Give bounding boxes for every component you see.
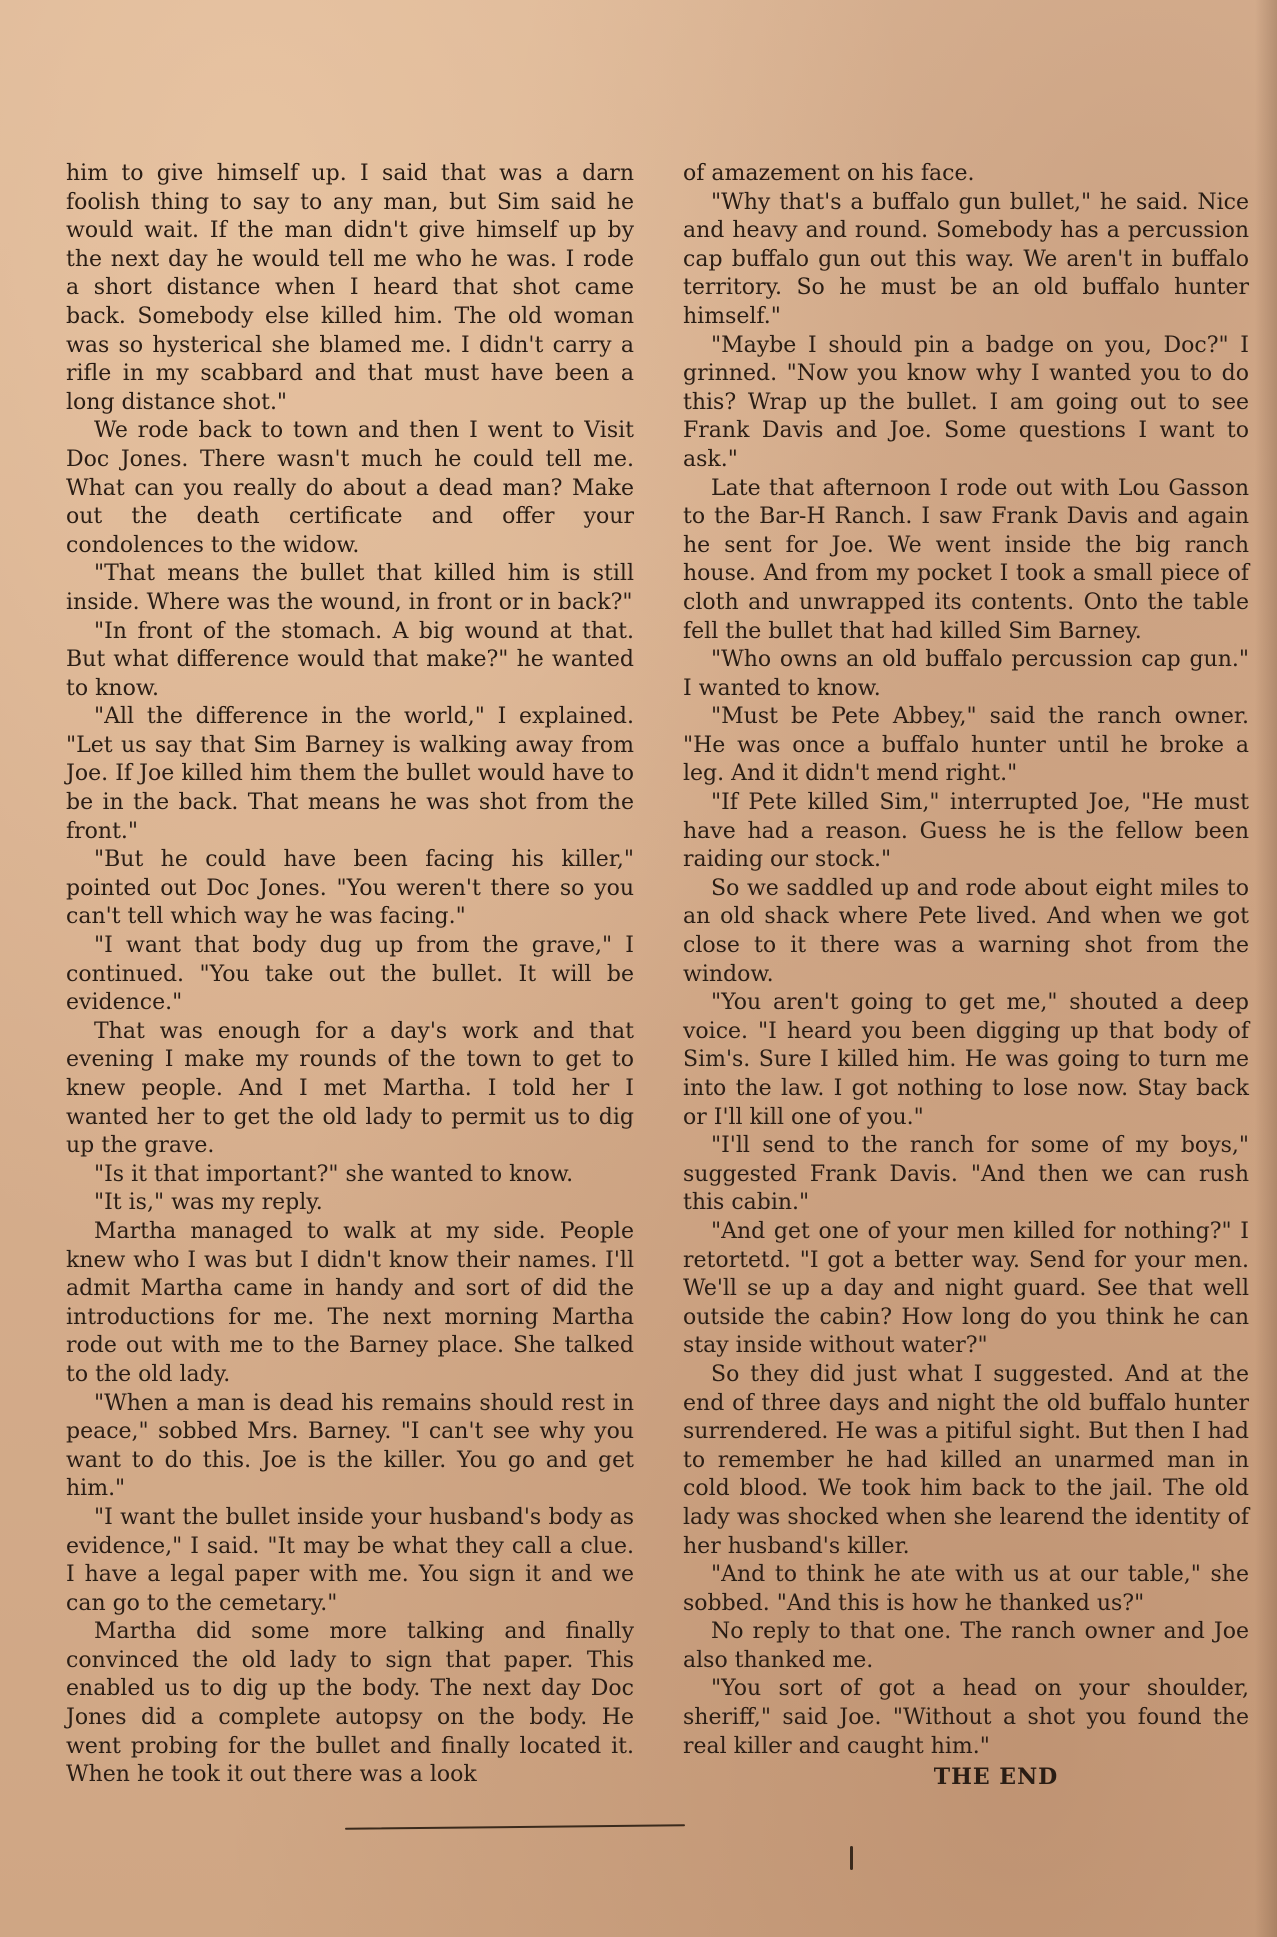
paragraph: "I'll send to the ranch for some of my boys," suggested Frank Davis. "And then we can rush this cabin." [683,1133,1249,1216]
paragraph: That was enough for a day's work and that evening I make my rounds of the town to get to knew people. And I met Martha. I told her I wanted her to get the old lady to permit us to dig up the grave. [66,1018,634,1159]
paragraph: "I want that body dug up from the grave," I continued. "You take out the bullet. It will be evidence." [66,933,634,1016]
paragraph: "All the difference in the world," I explained. "Let us say that Sim Barney is walking away from Joe. If Joe killed him them the bullet would have to be in the back. That means he was shot from the front." [66,704,634,844]
paragraph: "Why that's a buffalo gun bullet," he said. Nice and heavy and round. Somebody has a percussion cap buffalo gun out this way. We aren't in buffalo territory. So he must be an old buffalo hunter himself." [683,189,1249,329]
paragraph: Martha did some more talking and finally convinced the old lady to sign that paper. This enabled us to dig up the body. The next day Doc Jones did a complete autopsy on the body. He went probing for the bullet and finally located it. When he took it out there was a look [66,1619,634,1788]
paragraph: "It is," was my reply. [94,1190,323,1216]
paragraph: Martha managed to walk at my side. People knew who I was but I didn't know their names. I'll admit Martha came in handy and sort of did the introductions for me. The next morning Martha rode out with me to the Barney place. She talked to the old lady. [66,1218,634,1387]
paragraph: So they did just what I suggested. And at the end of three days and night the old buffalo hunter surrendered. He was a pitiful sight. But then I had to remember he had killed an unarmed man in cold blood. We took him back to the jail. The old lady was shocked when she learend the identity of her husband's killer. [683,1361,1249,1559]
paragraph: "When a man is dead his remains should rest in peace," sobbed Mrs. Barney. "I can't see why you want to do this. Joe is the killer. You go and get him." [66,1390,634,1502]
paragraph: "And get one of your men killed for nothing?" I retortetd. "I got a better way. Send for your men. We'll se up a day and night guard. See that well outside the cabin? How long do you think he can stay inside without water?" [683,1218,1249,1359]
left-column [66,160,634,1790]
paragraph: "Must be Pete Abbey," said the ranch owner. "He was once a buffalo hunter until he broke a leg. And it didn't mend right." [683,704,1249,787]
paragraph: "You sort of got a head on your shoulder, sheriff," said Joe. "Without a shot you found the real killer and caught him." [683,1676,1249,1759]
decorative-rule [345,1824,685,1830]
page-edge-shadow [1255,0,1277,1937]
paragraph: "You aren't going to get me," shouted a deep voice. "I heard you been digging up that body of Sim's. Sure I killed him. He was going to turn me into the law. I got nothing to lose now. Stay back or I'll kill one of you." [683,990,1249,1130]
paragraph: of amazement on his face. [683,161,975,186]
paragraph: "In front of the stomach. A big wound at that. But what difference would that make?" he wanted to know. [66,618,634,701]
paragraph: We rode back to town and then I went to Visit Doc Jones. There wasn't much he could tell me. What can you really do about a dead man? Make out the death certificate and offer your condolences to the widow. [66,418,634,558]
paragraph: "Who owns an old buffalo percussion cap gun." I wanted to know. [683,647,1249,701]
page-mark [850,1846,853,1870]
paragraph: "And to think he ate with us at our table," she sobbed. "And this is how he thanked us?" [683,1562,1249,1616]
paragraph: So we saddled up and rode about eight miles to an old shack where Pete lived. And when we got close to it there was a warning shot from the window. [683,875,1249,987]
the-end-label: THE END [933,1764,1059,1791]
paragraph: "But he could have been facing his killer," pointed out Doc Jones. "You weren't there so you can't tell which way he was facing." [66,847,634,930]
paragraph: him to give himself up. I said that was a darn foolish thing to say to any man, but Sim said he would wait. If the man didn't give himself up by the next day he would tell me who he was. I rode a short distance when I heard that shot came back. Somebody else killed him. The old woman was so hysterical she blamed me. I didn't carry a rifle in my scabbard and that must have been a long distance shot." [66,161,634,415]
right-column [683,160,1249,1792]
paragraph: "That means the bullet that killed him is still inside. Where was the wound, in front or in back?" [66,561,634,615]
paragraph: No reply to that one. The ranch owner and Joe also thanked me. [683,1619,1249,1673]
paragraph: "If Pete killed Sim," interrupted Joe, "He must have had a reason. Guess he is the fellow been raiding our stock." [683,790,1249,873]
paragraph: "Is it that important?" she wanted to know. [94,1161,574,1187]
paragraph: "I want the bullet inside your husband's body as evidence," I said. "It may be what they call a clue. I have a legal paper with me. You sign it and we can go to the cemetary." [66,1504,634,1616]
paragraph: Late that afternoon I rode out with Lou Gasson to the Bar-H Ranch. I saw Frank Davis and again he sent for Joe. We went inside the big ranch house. And from my pocket I took a small piece of cloth and unwrapped its contents. Onto the table fell the bullet that had killed Sim Barney. [683,475,1249,644]
paragraph: "Maybe I should pin a badge on you, Doc?" I grinned. "Now you know why I wanted you to do this? Wrap up the bullet. I am going out to see Frank Davis and Joe. Some questions I want to ask." [683,332,1249,472]
